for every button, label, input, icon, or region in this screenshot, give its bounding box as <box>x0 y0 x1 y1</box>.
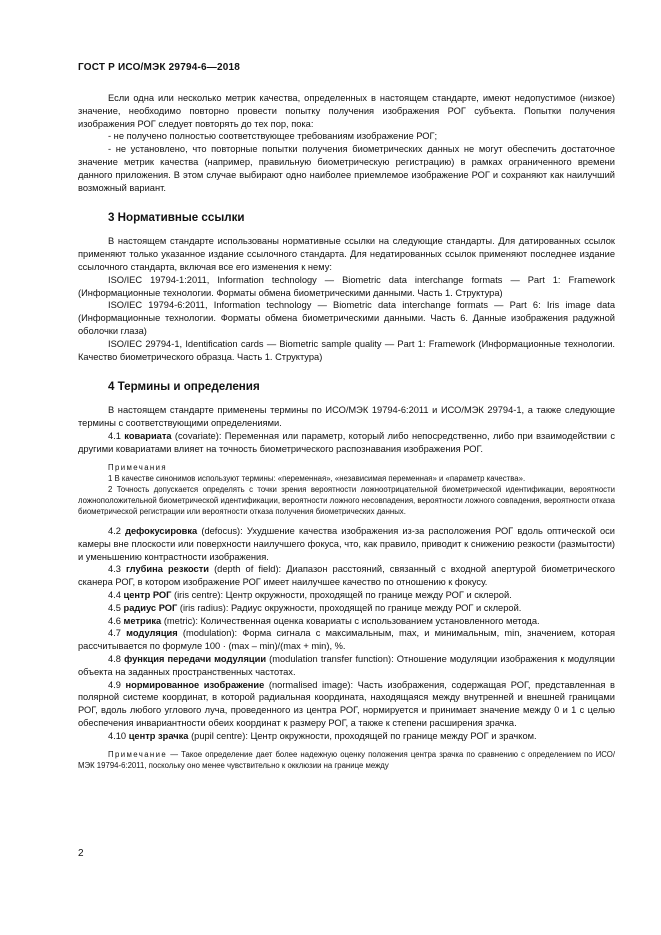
term-text: (depth of field): Диапазон расстояний, связанный с входной апертурой биометрического сканера РОГ, в котором изображение РОГ имеет наилучшее качество по отношению к фокусу. <box>78 564 615 588</box>
intro-paragraph: Если одна или несколько метрик качества, определенных в настоящем стандарте, имеют недопустимое (низкое) значение, необходимо повторно провести попытку получения изображения РОГ субъекта. Попытки получения изображения РОГ следует повторять до тех пор, пока: <box>78 93 615 129</box>
term-text: (iris centre): Центр окружности, проходящей по границе между РОГ и склерой. <box>171 589 512 600</box>
term-name: дефокусировка <box>125 526 198 536</box>
section-heading: 3 Нормативные ссылки <box>108 211 245 225</box>
term-text: (covariate): Переменная или параметр, который либо непосредственно, либо при взаимодействии с другими ковариатами влияет на точность биометрического распознавания изображения РОГ. <box>78 430 615 454</box>
note-item: 1 В качестве синонимов используют термины: «переменная», «независимая переменная» и «параметр качества». <box>108 473 526 483</box>
term-number: 4.4 <box>108 589 121 600</box>
reference-item: ISO/IEC 29794-1, Identification cards — Biometric sample quality — Part 1: Framework (Информационные технологии. Качество биометрического образца. Часть 1. Структура) <box>78 338 615 362</box>
page-number: 2 <box>78 848 84 859</box>
term-name: центр зрачка <box>128 730 189 741</box>
reference-item: ISO/IEC 19794-1:2011, Information technology — Biometric data interchange formats — Part 1: Framework (Информационные технологии. Форматы обмена биометрическими данными. Часть 1. Структура) <box>78 274 615 298</box>
term-text: (pupil centre): Центр окружности, проходящей по границе между РОГ и зрачком. <box>188 730 537 741</box>
term-definition <box>78 589 615 602</box>
term-number: 4.8 <box>108 653 121 664</box>
intro-list-item: - не установлено, что повторные попытки получения биометрических данных не могут обеспечить достаточное значение метрик качества (например, правильную биометрическую регистрацию) в рамках ограниченного времени данного приложения. В этом случае выбирают одно наиболее приемлемое изображение РОГ и сохраняют как наилучший возможный вариант. <box>78 144 615 193</box>
section-paragraph: В настоящем стандарте применены термины по ИСО/МЭК 19794-6:2011 и ИСО/МЭК 29794-1, а также следующие термины с соответствующими определениями. <box>78 405 615 429</box>
term-text: (iris radius): Радиус окружности, проходящей по границе между РОГ и склерой. <box>177 602 522 613</box>
notes-title: Примечания <box>108 462 168 472</box>
term-text: (normalised image): Часть изображения, содержащая РОГ, представленная в полярной системе координат, в которой радиальная координата, находящаяся между внутренней и внешней границами РОГ, вдоль любого углового луча, проведенного из центра РОГ, нормируется и принимает значение между 0 и 1 с целью обеспечения инвариантности обеих координат к размеру РОГ, а также к степени расширения зрачка. <box>78 679 615 728</box>
term-number: 4.10 <box>108 730 127 741</box>
term-definition <box>78 679 615 730</box>
term-definition <box>78 653 615 679</box>
term-number: 4.6 <box>108 615 121 626</box>
reference-item: ISO/IEC 19794-6:2011, Information technology — Biometric data interchange formats — Part 6: Iris image data (Информационные технологии. Форматы обмена биометрическими данными. Часть 6. Данные изображения радужной оболочки глаза) <box>78 300 615 336</box>
term-text: (modulation transfer function): Отношение модуляции изображения к модуляции объекта на заданных пространственных частотах. <box>78 653 615 677</box>
term-name: метрика <box>123 615 162 626</box>
term-name: нормированное изображение <box>125 679 265 690</box>
term-number: 4.5 <box>108 602 121 613</box>
term-text: (modulation): Форма сигнала с максимальным, max, и минимальным, min, значением, которая рассчитывается по формуле 100 · (max – min)/(max + min), %. <box>78 628 615 652</box>
term-number: 4.2 <box>108 526 121 536</box>
term-text: (metric): Количественная оценка ковариаты с использованием установленного метода. <box>161 615 540 626</box>
term-name: радиус РОГ <box>123 602 178 613</box>
notes-block <box>78 462 615 517</box>
note-item: 2 Точность допускается определять с точки зрения вероятности ложноотрицательной биометрической идентификации, вероятности ложноположительной биометрической идентификации, вероятности ложного несовпадения, вероятности ложного совпадения, вероятности отказа биометрической регистрации или вероятности отказа получения биометрических данных. <box>78 484 615 516</box>
term-definition <box>78 525 615 563</box>
term-number: 4.1 <box>108 430 121 441</box>
term-definition <box>78 615 615 628</box>
page-body <box>78 92 615 771</box>
term-name: центр РОГ <box>123 589 172 600</box>
term-number: 4.7 <box>108 628 121 639</box>
term-name: модуляция <box>126 628 178 639</box>
term-definition <box>78 563 615 589</box>
section-paragraph: В настоящем стандарте использованы нормативные ссылки на следующие стандарты. Для датированных ссылок применяют только указанное издание ссылочного стандарта. Для недатированных ссылок применяют последнее издание ссылочного стандарта, включая все его изменения к нему: <box>78 236 615 272</box>
term-number: 4.9 <box>108 679 121 690</box>
term-text: (defocus): Ухудшение качества изображения из-за расположения РОГ вдоль оптической оси камеры вне плоскости или поверхности наилучшего фокуса, что, как правило, приводит к снижению резкости (размытости) и уменьшению контрастности изображения. <box>78 526 615 562</box>
note-block <box>78 749 615 771</box>
term-name: функция передачи модуляции <box>124 653 267 664</box>
term-name: глубина резкости <box>126 564 209 575</box>
note-title: Примечание <box>108 749 168 759</box>
section-heading: 4 Термины и определения <box>108 380 260 394</box>
term-name: ковариата <box>124 430 172 441</box>
term-definition <box>78 430 615 456</box>
term-number: 4.3 <box>108 564 121 575</box>
intro-list-item: - не получено полностью соответствующее требованиям изображение РОГ; <box>108 131 438 142</box>
running-header: ГОСТ Р ИСО/МЭК 29794-6—2018 <box>78 62 241 73</box>
term-definition <box>78 627 615 653</box>
note-text: — Такое определение дает более надежную оценку положения центра зрачка по сравнению с определением по ИСО/МЭК 19794-6:2011, поскольку оно менее чувствительно к окклюзии на границе между <box>78 749 615 770</box>
term-definition <box>78 602 615 615</box>
term-definition <box>78 730 615 743</box>
